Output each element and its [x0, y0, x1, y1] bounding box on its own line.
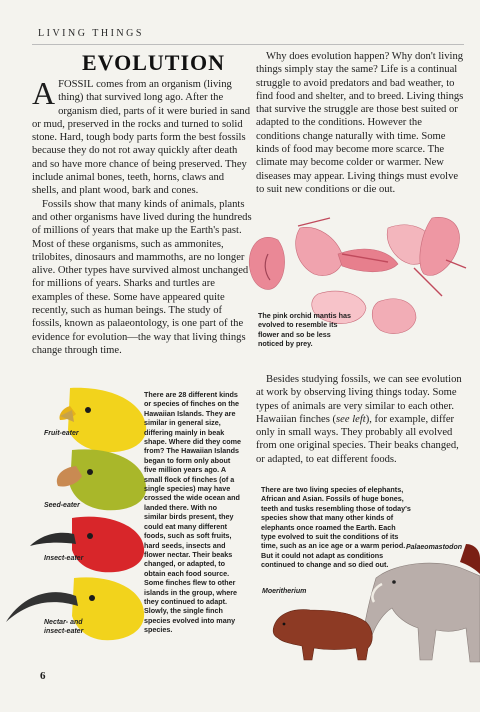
palaeomastodon-label: Palaeomastodon: [406, 544, 463, 551]
paragraph-intro: [32, 75, 252, 198]
elephant-caption: There are two living species of elephants, African and Asian. Fossils of huge bones, teeth and tusks resembling those of today's species show that many other kinds of elephants once roamed the Earth. Each type evolved to suit the conditions of its time, such as an ice age or a warm period. But it could not adapt as conditions continued to change and so died out.: [261, 485, 411, 570]
observing-text-a: Besides studying fossils, we can see evolution at work by observing living things today. Some types of animals are very similar to each other. Hawaiian finches (: [256, 374, 462, 425]
left-column-text: [32, 75, 252, 357]
fruit-eater-label: Fruit-eater: [44, 430, 79, 437]
section-header: LIVING THINGS: [38, 28, 144, 39]
mantis-caption: The pink orchid mantis has evolved to resemble its flower and so be less noticed by prey.: [258, 311, 352, 349]
right-column-lower-text: [256, 373, 466, 466]
moeritherium-figure: [273, 610, 372, 660]
drop-cap: A: [32, 75, 56, 111]
hawaiian-finches-illustration: [0, 386, 150, 648]
moeritherium-label: Moeritherium: [262, 588, 307, 595]
palaeomastodon-figure: [362, 544, 480, 662]
nectar-eater-label: Nectar- and insect-eater: [44, 619, 84, 635]
page-number: 6: [40, 670, 46, 682]
observing-text-b: ), for example, differ only in small ways. They probably all evolved from one original species. Their beaks changed, or adapted, to eat different foods.: [256, 413, 459, 465]
fruit-eater-finch-head: [59, 388, 146, 452]
page-title: EVOLUTION: [82, 50, 226, 75]
paragraph-observing: [256, 373, 466, 466]
paragraph-fossils: Fossils show that many kinds of animals, plants and other organisms have lived during the hundreds of millions of years that make up the Earth's past. Most of these organisms, such as ammonites, trilobites, dinosaurs and mammoths, are no longer alive. Other types have survived almost unchanged for millions of years. Sharks and turtles are examples of these. Some have appeared quite recently, such as human beings. The study of fossils, known as palaeontology, is one part of the evidence for evolution—the way that living things change through time.: [32, 198, 252, 356]
insect-eater-label: Insect-eater: [44, 555, 84, 562]
right-column-text: [256, 50, 464, 196]
seed-eater-label: Seed-eater: [44, 502, 80, 509]
see-left-reference: see left: [336, 413, 366, 425]
finch-caption: There are 28 different kinds or species of finches on the Hawaiian Islands. They are similar in general size, differing mainly in beak shape. Where did they come from? The Hawaiian Islands began to form only about five million years ago. A small flock of finches (of a single species) may have crossed the wide ocean and landed there. With no similar birds present, they could eat many different foods, such as soft fruits, hard seeds, insects and flower nectar. Their beaks changed, or adapted, to obtain each food source. Some finches flew to other islands in the group, where they continued to adapt. Slowly, the single finch species evolved into many species.: [144, 390, 242, 635]
intro-text: comes from an organism (living thing) that survived long ago. After the organism died, parts of it were buried in sand or mud, preserved in the rocks and turned to solid stone. Hard, tough body parts form the best fossils because they do not rot away quickly after death and so have more chance of being preserved. They include animal bones, teeth, horns, claws and shells, and plant wood, bark and cones.: [32, 79, 251, 197]
intro-keyword: FOSSIL: [58, 79, 94, 90]
prehistoric-elephants-illustration: [270, 544, 480, 664]
header-rule: [32, 44, 464, 45]
insect-eater-finch-head: [30, 517, 144, 573]
paragraph-why-evolution: Why does evolution happen? Why don't living things simply stay the same? Life is a continual struggle to avoid predators and bad weather, to find food and shelter, and to breed. Living things that survive the struggle are those best suited or adapted to the conditions. However the conditions change naturally with time. Some kinds of food may become more scarce. The climate may become colder or warmer. New diseases may appear. Living things must evolve to suit new conditions or die out.: [256, 51, 464, 195]
